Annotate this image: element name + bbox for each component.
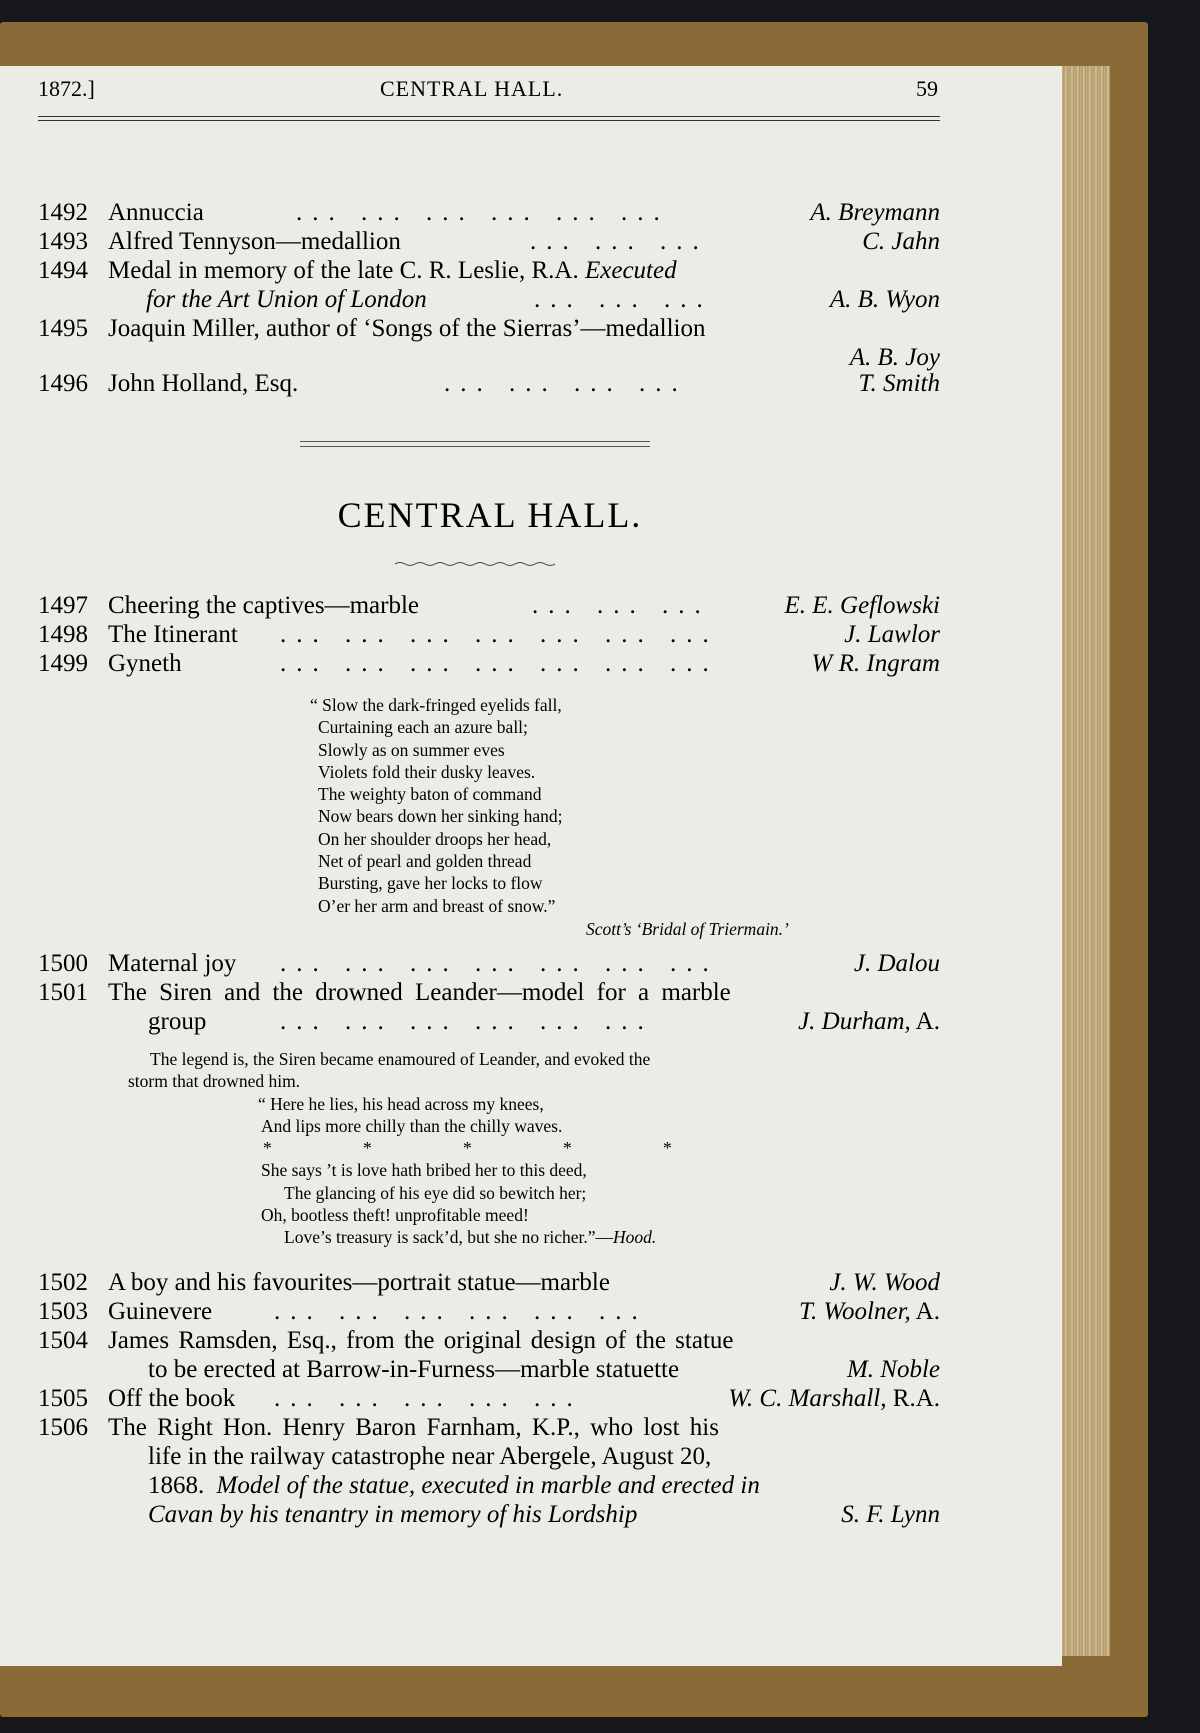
poem-line: Net of pearl and golden thread	[318, 851, 532, 872]
list-item-continuation	[38, 1500, 940, 1529]
siren-note	[128, 1048, 850, 1249]
artist-name: J. W. Wood	[829, 1269, 940, 1296]
list-item	[38, 620, 940, 649]
list-item-continuation	[38, 1442, 940, 1471]
leader-dots: ... ... ... ...	[444, 370, 688, 397]
running-head-title: CENTRAL HALL.	[380, 76, 564, 101]
catalogue-number: 1501	[38, 979, 88, 1006]
leader-dots: ... ... ... ... ... ... ...	[280, 950, 719, 977]
poem-gyneth	[310, 694, 789, 939]
entry-title: Maternal joy	[108, 950, 237, 977]
poem-citation: Scott’s ‘Bridal of Triermain.’	[586, 919, 789, 939]
verse-line: She says ’t is love hath bribed her to this deed,	[261, 1160, 587, 1181]
entries-top	[38, 198, 940, 398]
note-line: storm that drowned him.	[128, 1071, 301, 1092]
list-item-continuation	[38, 1471, 940, 1500]
catalogue-number: 1505	[38, 1385, 88, 1412]
artist-name: J. Dalou	[853, 950, 940, 977]
list-item	[38, 1326, 940, 1355]
poem-line: The weighty baton of command	[318, 784, 542, 805]
entry-title-line2: group	[148, 1008, 207, 1035]
section-heading: CENTRAL HALL.	[337, 495, 643, 535]
list-item	[38, 198, 940, 227]
leader-dots: ... ... ... ... ... ...	[296, 199, 670, 226]
entries-lower	[38, 949, 940, 1036]
list-item	[38, 649, 940, 678]
entry-title-italic: Executed	[585, 257, 677, 284]
poem-line: Slowly as on summer eves	[318, 739, 505, 760]
artist-name: M. Noble	[846, 1356, 940, 1383]
catalogue-number: 1499	[38, 650, 88, 677]
section-divider	[300, 441, 650, 447]
catalogue-number: 1493	[38, 228, 88, 255]
entry-title-line4: Cavan by his tenantry in memory of his Lordship	[148, 1501, 638, 1528]
catalogue-number: 1500	[38, 950, 88, 977]
artist-name: J. Durham,	[798, 1008, 911, 1035]
entry-title-line3: 1868.	[148, 1472, 205, 1499]
poem-line: On her shoulder droops her head,	[318, 828, 552, 849]
page-number: 59	[916, 76, 938, 101]
running-head-year: 1872.]	[38, 76, 95, 101]
artist-name: E. E. Geflowski	[784, 592, 940, 619]
artist-suffix: R.A.	[886, 1385, 940, 1412]
artist-suffix: A.	[910, 1008, 940, 1035]
poem-line: O’er her arm and breast of snow.”	[318, 895, 556, 916]
catalogue-number: 1495	[38, 315, 88, 342]
catalogue-number: 1492	[38, 199, 88, 226]
entry-title: The Siren and the drowned Leander—model for a marble	[108, 979, 731, 1006]
entry-title-line2: life in the railway catastrophe near Abergele, August 20,	[148, 1443, 712, 1470]
list-item	[38, 1384, 940, 1413]
poem-line: “ Slow the dark-fringed eyelids fall,	[310, 695, 562, 715]
artist-name: A. Breymann	[810, 199, 940, 226]
catalogue-number: 1494	[38, 257, 88, 284]
entry-title: The Itinerant	[108, 621, 238, 648]
artist-name: T. Woolner,	[798, 1298, 911, 1325]
list-item	[38, 1268, 940, 1297]
artist-suffix: A.	[910, 1298, 940, 1325]
catalogue-number: 1503	[38, 1298, 88, 1325]
entries-bottom	[38, 1268, 940, 1529]
catalogue-number: 1498	[38, 621, 88, 648]
catalogue-number: 1504	[38, 1327, 88, 1354]
list-item	[38, 1413, 940, 1442]
verse-line: Love’s treasury is sack’d, but she no richer.”—	[284, 1227, 614, 1248]
artist-name: T. Smith	[858, 370, 940, 397]
catalogue-number: 1502	[38, 1269, 88, 1296]
leader-dots: ... ... ...	[534, 286, 713, 313]
list-item	[38, 369, 940, 398]
entry-title: Joaquin Miller, author of ‘Songs of the Sierras’—medallion	[108, 315, 706, 342]
entry-title: The Right Hon. Henry Baron Farnham, K.P., who lost his	[108, 1414, 719, 1441]
leader-dots: ... ... ... ... ... ...	[274, 1298, 648, 1325]
catalogue-number: 1506	[38, 1414, 88, 1441]
entry-title-line2: for the Art Union of London	[146, 286, 427, 313]
entry-title: A boy and his favourites—portrait statue—marble	[108, 1269, 610, 1296]
artist-name: W R. Ingram	[811, 650, 940, 677]
ornamental-rule	[395, 561, 555, 567]
artist-name: J. Lawlor	[844, 621, 940, 648]
header-rule	[38, 116, 940, 121]
entry-title: John Holland, Esq.	[108, 370, 299, 397]
entries-mid	[38, 591, 940, 678]
list-item-continuation	[38, 285, 940, 314]
list-item	[38, 227, 940, 256]
artist-name: S. F. Lynn	[841, 1501, 940, 1528]
list-item	[38, 1297, 940, 1326]
leader-dots: ... ... ... ... ...	[274, 1385, 583, 1412]
entry-title: Gyneth	[108, 650, 182, 677]
list-item	[38, 314, 940, 343]
note-line: The legend is, the Siren became enamoured of Leander, and evoked the	[150, 1049, 651, 1069]
list-item-continuation	[38, 1355, 940, 1384]
verse-line: And lips more chilly than the chilly waves.	[261, 1115, 563, 1136]
entry-title: Annuccia	[108, 199, 204, 226]
list-item	[38, 256, 940, 285]
leader-dots: ... ... ...	[532, 592, 711, 619]
leader-dots: ... ... ...	[530, 228, 709, 255]
poem-line: Curtaining each an azure ball;	[318, 717, 528, 738]
list-item-continuation	[38, 343, 940, 369]
list-item-continuation	[38, 1007, 940, 1036]
entry-title: Guinevere	[108, 1298, 213, 1325]
artist-name: W. C. Marshall,	[728, 1385, 887, 1412]
list-item	[38, 978, 940, 1007]
running-head	[38, 76, 938, 110]
poem-line: Violets fold their dusky leaves.	[318, 761, 536, 782]
entry-title: Medal in memory of the late C. R. Leslie, R.A.	[108, 257, 579, 284]
entry-title: James Ramsden, Esq., from the original design of the statue	[108, 1327, 734, 1354]
entry-title: Cheering the captives—marble	[108, 592, 419, 619]
verse-line: Oh, bootless theft! unprofitable meed!	[261, 1205, 529, 1226]
leader-dots: ... ... ... ... ... ... ...	[280, 650, 719, 677]
verse-line: The glancing of his eye did so bewitch her;	[284, 1182, 587, 1203]
list-item	[38, 949, 940, 978]
catalogue-number: 1496	[38, 370, 88, 397]
verse-line: “ Here he lies, his head across my knees,	[258, 1093, 544, 1114]
poem-line: Bursting, gave her locks to flow	[318, 873, 543, 894]
verse-author: Hood.	[613, 1227, 657, 1248]
artist-name: A. B. Wyon	[829, 286, 940, 313]
catalogue-number: 1497	[38, 592, 88, 619]
artist-name: C. Jahn	[862, 228, 940, 255]
entry-title: Alfred Tennyson—medallion	[108, 228, 401, 255]
entry-title: Off the book	[108, 1385, 236, 1412]
entry-title-line2: to be erected at Barrow-in-Furness—marble statuette	[148, 1356, 680, 1383]
leader-dots: ... ... ... ... ... ... ...	[280, 621, 719, 648]
list-item	[38, 591, 940, 620]
entry-title-line3-italic: Model of the statue, executed in marble and erected in	[216, 1472, 760, 1499]
leader-dots: ... ... ... ... ... ...	[280, 1008, 654, 1035]
asterism: * * * * *	[263, 1138, 672, 1159]
poem-line: Now bears down her sinking hand;	[318, 806, 563, 827]
artist-name: A. B. Joy	[849, 344, 940, 371]
